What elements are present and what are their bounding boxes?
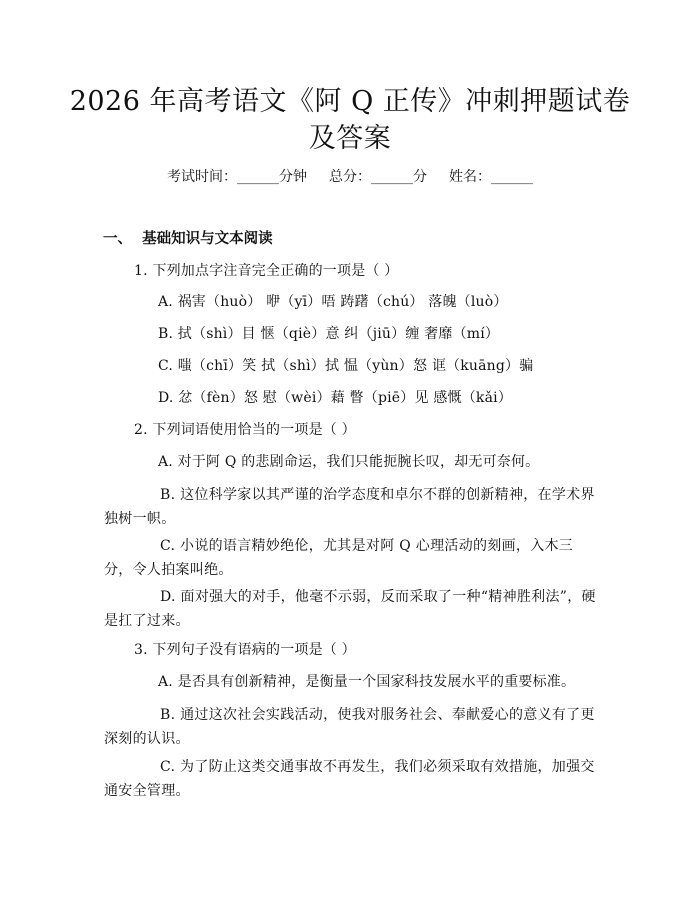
question-1-option-c: C. 嗤（chī）笑 拭（shì）拭 愠（yùn）怒 诓（kuāng）骗: [158, 358, 534, 374]
exam-title-line-2: 及答案: [308, 123, 392, 154]
question-2-option-a: A. 对于阿 Q 的悲剧命运，我们只能扼腕长叹，却无可奈何。: [158, 454, 540, 470]
question-2-stem: 2. 下列词语使用恰当的一项是（ ）: [134, 422, 356, 438]
question-3-option-a: A. 是否具有创新精神，是衡量一个国家科技发展水平的重要标准。: [158, 674, 576, 690]
question-2-option-c: C. 小说的语言精妙绝伦，尤其是对阿 Q 心理活动的刻画，入木三分，令人拍案叫绝。: [104, 538, 574, 578]
exam-time-field: 考试时间：______分钟: [167, 169, 307, 185]
exam-name-field: 姓名：______: [449, 169, 533, 185]
question-1-option-b: B. 拭（shì）目 惬（qiè）意 纠（jiū）缠 奢靡（mí）: [158, 326, 500, 342]
exam-score-field: 总分：______分: [329, 169, 427, 185]
question-2-option-b: B. 这位科学家以其严谨的治学态度和卓尔不群的创新精神，在学术界独树一帜。: [104, 487, 595, 527]
question-1-option-d: D. 忿（fèn）怒 慰（wèi）藉 瞥（piē）见 感慨（kǎi）: [158, 390, 513, 406]
section-heading: 一、 基础知识与文本阅读: [103, 230, 273, 247]
question-3-stem: 3. 下列句子没有语病的一项是（ ）: [134, 642, 356, 658]
exam-title-line-1: 2026 年高考语文《阿 Q 正传》冲刺押题试卷: [69, 86, 631, 117]
question-3-option-c: C. 为了防止这类交通事故不再发生，我们必须采取有效措施，加强交通安全管理。: [104, 759, 595, 799]
question-1-option-a: A. 祸害（huò） 咿（yī）唔 踌躇（chú） 落魄（luò）: [158, 294, 508, 310]
exam-info-row: [0, 167, 700, 187]
question-3-option-b: B. 通过这次社会实践活动，使我对服务社会、奉献爱心的意义有了更深刻的认识。: [104, 707, 595, 747]
question-1-stem: 1. 下列加点字注音完全正确的一项是（ ）: [134, 263, 399, 279]
question-2-option-d: D. 面对强大的对手，他毫不示弱，反而采取了一种“精神胜利法”，硬是扛了过来。: [104, 589, 596, 629]
